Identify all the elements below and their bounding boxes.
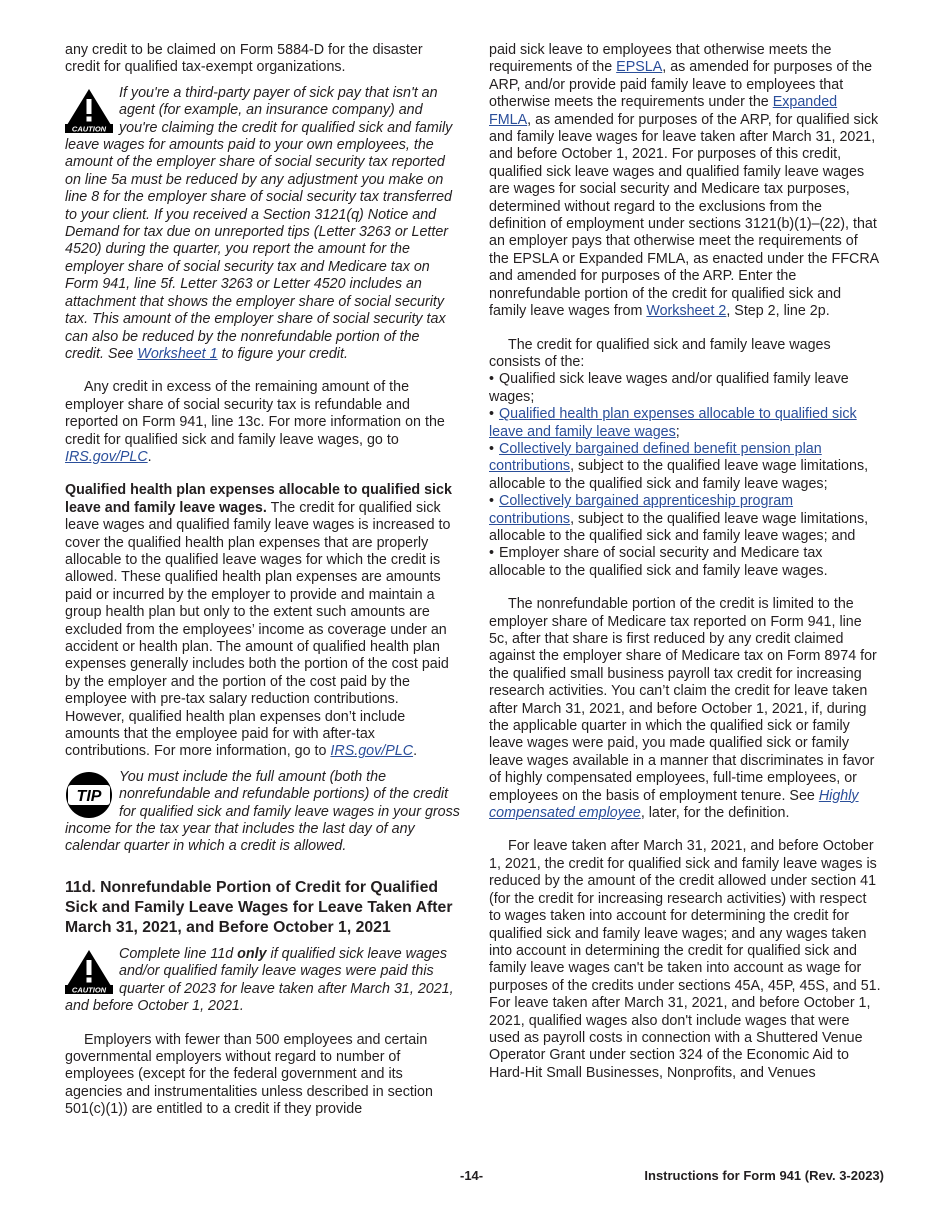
paragraph: Any credit in excess of the remaining amount of the employer share of social security tax is refundable and reported on Form 941, line 13c. For more information on the credit for qualified sick and family leave wages, go to IRS.gov/PLC. — [65, 379, 445, 465]
caution-label: CAUTION — [71, 124, 107, 133]
caution-label: CAUTION — [71, 985, 107, 994]
paragraph-text: , Step 2, line 2p. — [726, 303, 830, 320]
left-column — [65, 42, 460, 1119]
section-heading: 11d. Nonrefundable Portion of Credit for Qualified Sick and Family Leave Wages for Leave Taken After March 31, 2021, and Before October 1, 2021 — [65, 878, 453, 936]
right-column — [489, 42, 881, 1082]
paragraph: The credit for qualified sick and family leave wages consists of the: — [489, 336, 831, 370]
caution-text: Complete line 11d — [119, 945, 234, 962]
list-item — [489, 406, 881, 441]
paragraph: Qualified health plan expenses allocable to qualified sick leave and family leave wages. The credit for qualified sick leave wages and qualified family leave wages is increased to cover the qualified health plan expenses that are properly allocable to the qualified leave wages for which the credit is allowed. These qualified health plan expenses are amounts paid or incurred by the employer to provide and maintain a group health plan but only to the extent such amounts are excluded from the employees’ income as coverage under an accident or health plan. The amount of qualified health plan expenses generally includes both the portion of the cost paid by the employer and the portion of the cost paid by the employee with pre-tax salary reduction contributions. However, qualified health plan expenses don’t include amounts that the employee paid for with after-tax contributions. For more information, go to IRS.gov/PLC. — [65, 482, 452, 760]
caution-icon — [65, 948, 113, 994]
tip-icon — [65, 771, 113, 819]
list-item-text: , subject to the qualified leave wage limitations, allocable to the qualified sick and family leave wages; — [489, 458, 869, 492]
list-item-text: , subject to the qualified leave wage limitations, allocable to the qualified sick and family leave wages; and — [489, 510, 869, 544]
expanded-fmla-link[interactable]: Expanded FMLA — [489, 94, 838, 128]
form-identifier: Instructions for Form 941 (Rev. 3-2023) — [644, 1168, 884, 1183]
tip-text: You must include the full amount (both the nonrefundable and refundable portions) of the credit for qualified sick and family leave wages in your gross income for the tax year that includes the last day of any calendar quarter in which a credit is allowed. — [65, 768, 460, 855]
list-item: • Qualified sick leave wages and/or qualified family leave wages; — [489, 371, 881, 406]
paragraph-text: Any credit in excess of the remaining amount of the employer share of social security tax is refundable and reported on Form 941, line 13c. For more information on the credit for qualified sick and family leave wages, go to — [65, 379, 445, 448]
list-item-text: ; — [675, 423, 680, 440]
paragraph-text: paid sick leave to employees that otherwise meets the requirements of the — [489, 42, 832, 76]
tip-label: TIP — [76, 787, 102, 805]
paragraph: any credit to be claimed on Form 5884-D for the disaster credit for qualified tax-exempt organizations. — [65, 42, 423, 76]
page-footer — [0, 1168, 950, 1188]
paragraph: For leave taken after March 31, 2021, and before October 1, 2021, the credit for qualified sick and family leave wages is reduced by the amount of the credit allowed under section 41 (for the credit for increasing research activities) with respect to wages taken into account for determining the credit for qualified sick and family leave wages; and any wages taken into account in determining the credit for qualified sick and family leave wages can't be taken into account as wage for purposes of the credits under sections 45A, 45P, 45S, and 51. For leave taken after March 31, 2021, and before October 1, 2021, qualified wages also don't include wages that were used as payroll costs in connection with a Shuttered Venue Operator Grant under section 324 of the Economic Aid to Hard-Hit Small Businesses, Nonprofits, and Venues — [489, 838, 881, 1081]
pension-contributions-link[interactable]: Collectively bargained defined benefit pension plan contributions — [489, 440, 822, 475]
run-in-heading: Qualified health plan expenses allocable to qualified sick leave and family leave wages. — [65, 482, 452, 516]
apprenticeship-contributions-link[interactable]: Collectively bargained apprenticeship program contributions — [489, 493, 794, 527]
health-plan-expenses-link[interactable]: Qualified health plan expenses allocable to qualified sick leave and family leave wages — [489, 406, 857, 440]
paragraph: Employers with fewer than 500 employees and certain governmental employers without regard to number of employees (except for the federal government and its agencies and instrumentalities unless described in section 501(c)(1)) are entitled to a credit if they provide — [65, 1031, 433, 1118]
irs-plc-link[interactable]: IRS.gov/PLC — [330, 743, 414, 760]
caution-callout — [65, 946, 460, 1016]
paragraph — [489, 42, 881, 321]
tip-callout — [65, 769, 460, 856]
caution-text-end: if qualified sick leave wages and/or qualified family leave wages were paid this quarter of 2023 for leave taken after March 31, 2021, and before October 1, 2021. — [65, 945, 454, 1015]
worksheet-2-link[interactable]: Worksheet 2 — [646, 303, 727, 320]
caution-text-end: to figure your credit. — [221, 345, 348, 362]
epsla-link[interactable]: EPSLA — [616, 59, 663, 76]
caution-emphasis: only — [237, 945, 267, 962]
caution-text: If you're a third-party payer of sick pay that isn't an agent (for example, an insurance company) and you're claiming the credit for qualified sick and family leave wages for amounts paid to your own employees, the amount of the employer share of social security tax reported on line 5a must be reduced by any adjustment you make on line 8 for the employer share of social security tax transferred to your client. If you received a Section 3121(q) Notice and Demand for tax due on unreported tips (Letter 3263 or Letter 4520) during the quarter, you report the amount for the employer share of social security tax and Medicare tax on Form 941, line 5f. Letter 3263 or Letter 4520 includes an attachment that shows the employer share of social security tax. This amount of the employer share of social security tax can also be reduced by the nonrefundable portion of the credit. See — [65, 84, 453, 362]
irs-plc-link[interactable]: IRS.gov/PLC — [65, 448, 148, 465]
page-number: -14- — [460, 1168, 484, 1183]
paragraph-text: The credit for qualified sick leave wages and qualified family leave wages is increased to cover the qualified health plan expenses that are properly allocable to the qualified leave wages for which the credit is allowed. These qualified health plan expenses are amounts paid or incurred by the employer to provide and maintain a group health plan but only to the extent such amounts are excluded from the employees’ income as coverage under an accident or health plan. The amount of qualified health plan expenses generally includes both the portion of the cost paid by the employer and the portion of the cost paid by the employee with pre-tax salary reduction contributions. However, qualified health plan expenses don’t include amounts that the employee paid for with after-tax contributions. For more information, go to — [65, 499, 451, 760]
paragraph-text: , later, for the definition. — [640, 805, 790, 822]
highly-compensated-employee-link[interactable]: Highly compensated employee — [489, 787, 859, 822]
paragraph — [489, 596, 881, 822]
worksheet-1-link[interactable]: Worksheet 1 — [137, 345, 218, 362]
paragraph-text: The nonrefundable portion of the credit is limited to the employer share of Medicare tax reported on Form 941, line 5c, after that share is first reduced by any credit claimed against the employer share of Medicare tax on Form 8974 for the qualified small business payroll tax credit for increasing research activities. You can’t claim the credit for leave taken after March 31, 2021, and before October 1, 2021, if, during the applicable quarter in which the qualified sick or family leave wages were paid, you made qualified sick or family leave wages available in a manner that discriminates in favor of highly compensated employees, full-time employees, or employees on the basis of employment tenure. See — [489, 596, 877, 804]
paragraph-text: , as amended for purposes of the ARP, for qualified sick and family leave wages for leave taken after March 31, 2021, and before October 1, 2021. For purposes of this credit, qualified sick leave wages and qualified family leave wages are wages for social security and Medicare tax purposes, determined without regard to the exclusions from the definition of employment under sections 3121(b)(1)–(22), that an employer pays that otherwise meet the requirements of the EPSLA or Expanded FMLA, as enacted under the FFCRA and amended for purposes of the ARP. Enter the nonrefundable portion of the credit for qualified sick and family leave wages from — [489, 111, 879, 320]
paragraph-text: , as amended for purposes of the ARP, and/or provide paid family leave to employees that otherwise meets the requirements under the — [489, 59, 873, 111]
caution-callout — [65, 85, 460, 364]
list-item — [489, 493, 881, 545]
list-item: • Employer share of social security and Medicare tax allocable to the qualified sick and family leave wages. — [489, 545, 881, 580]
list-item — [489, 441, 881, 493]
caution-icon — [65, 87, 113, 133]
